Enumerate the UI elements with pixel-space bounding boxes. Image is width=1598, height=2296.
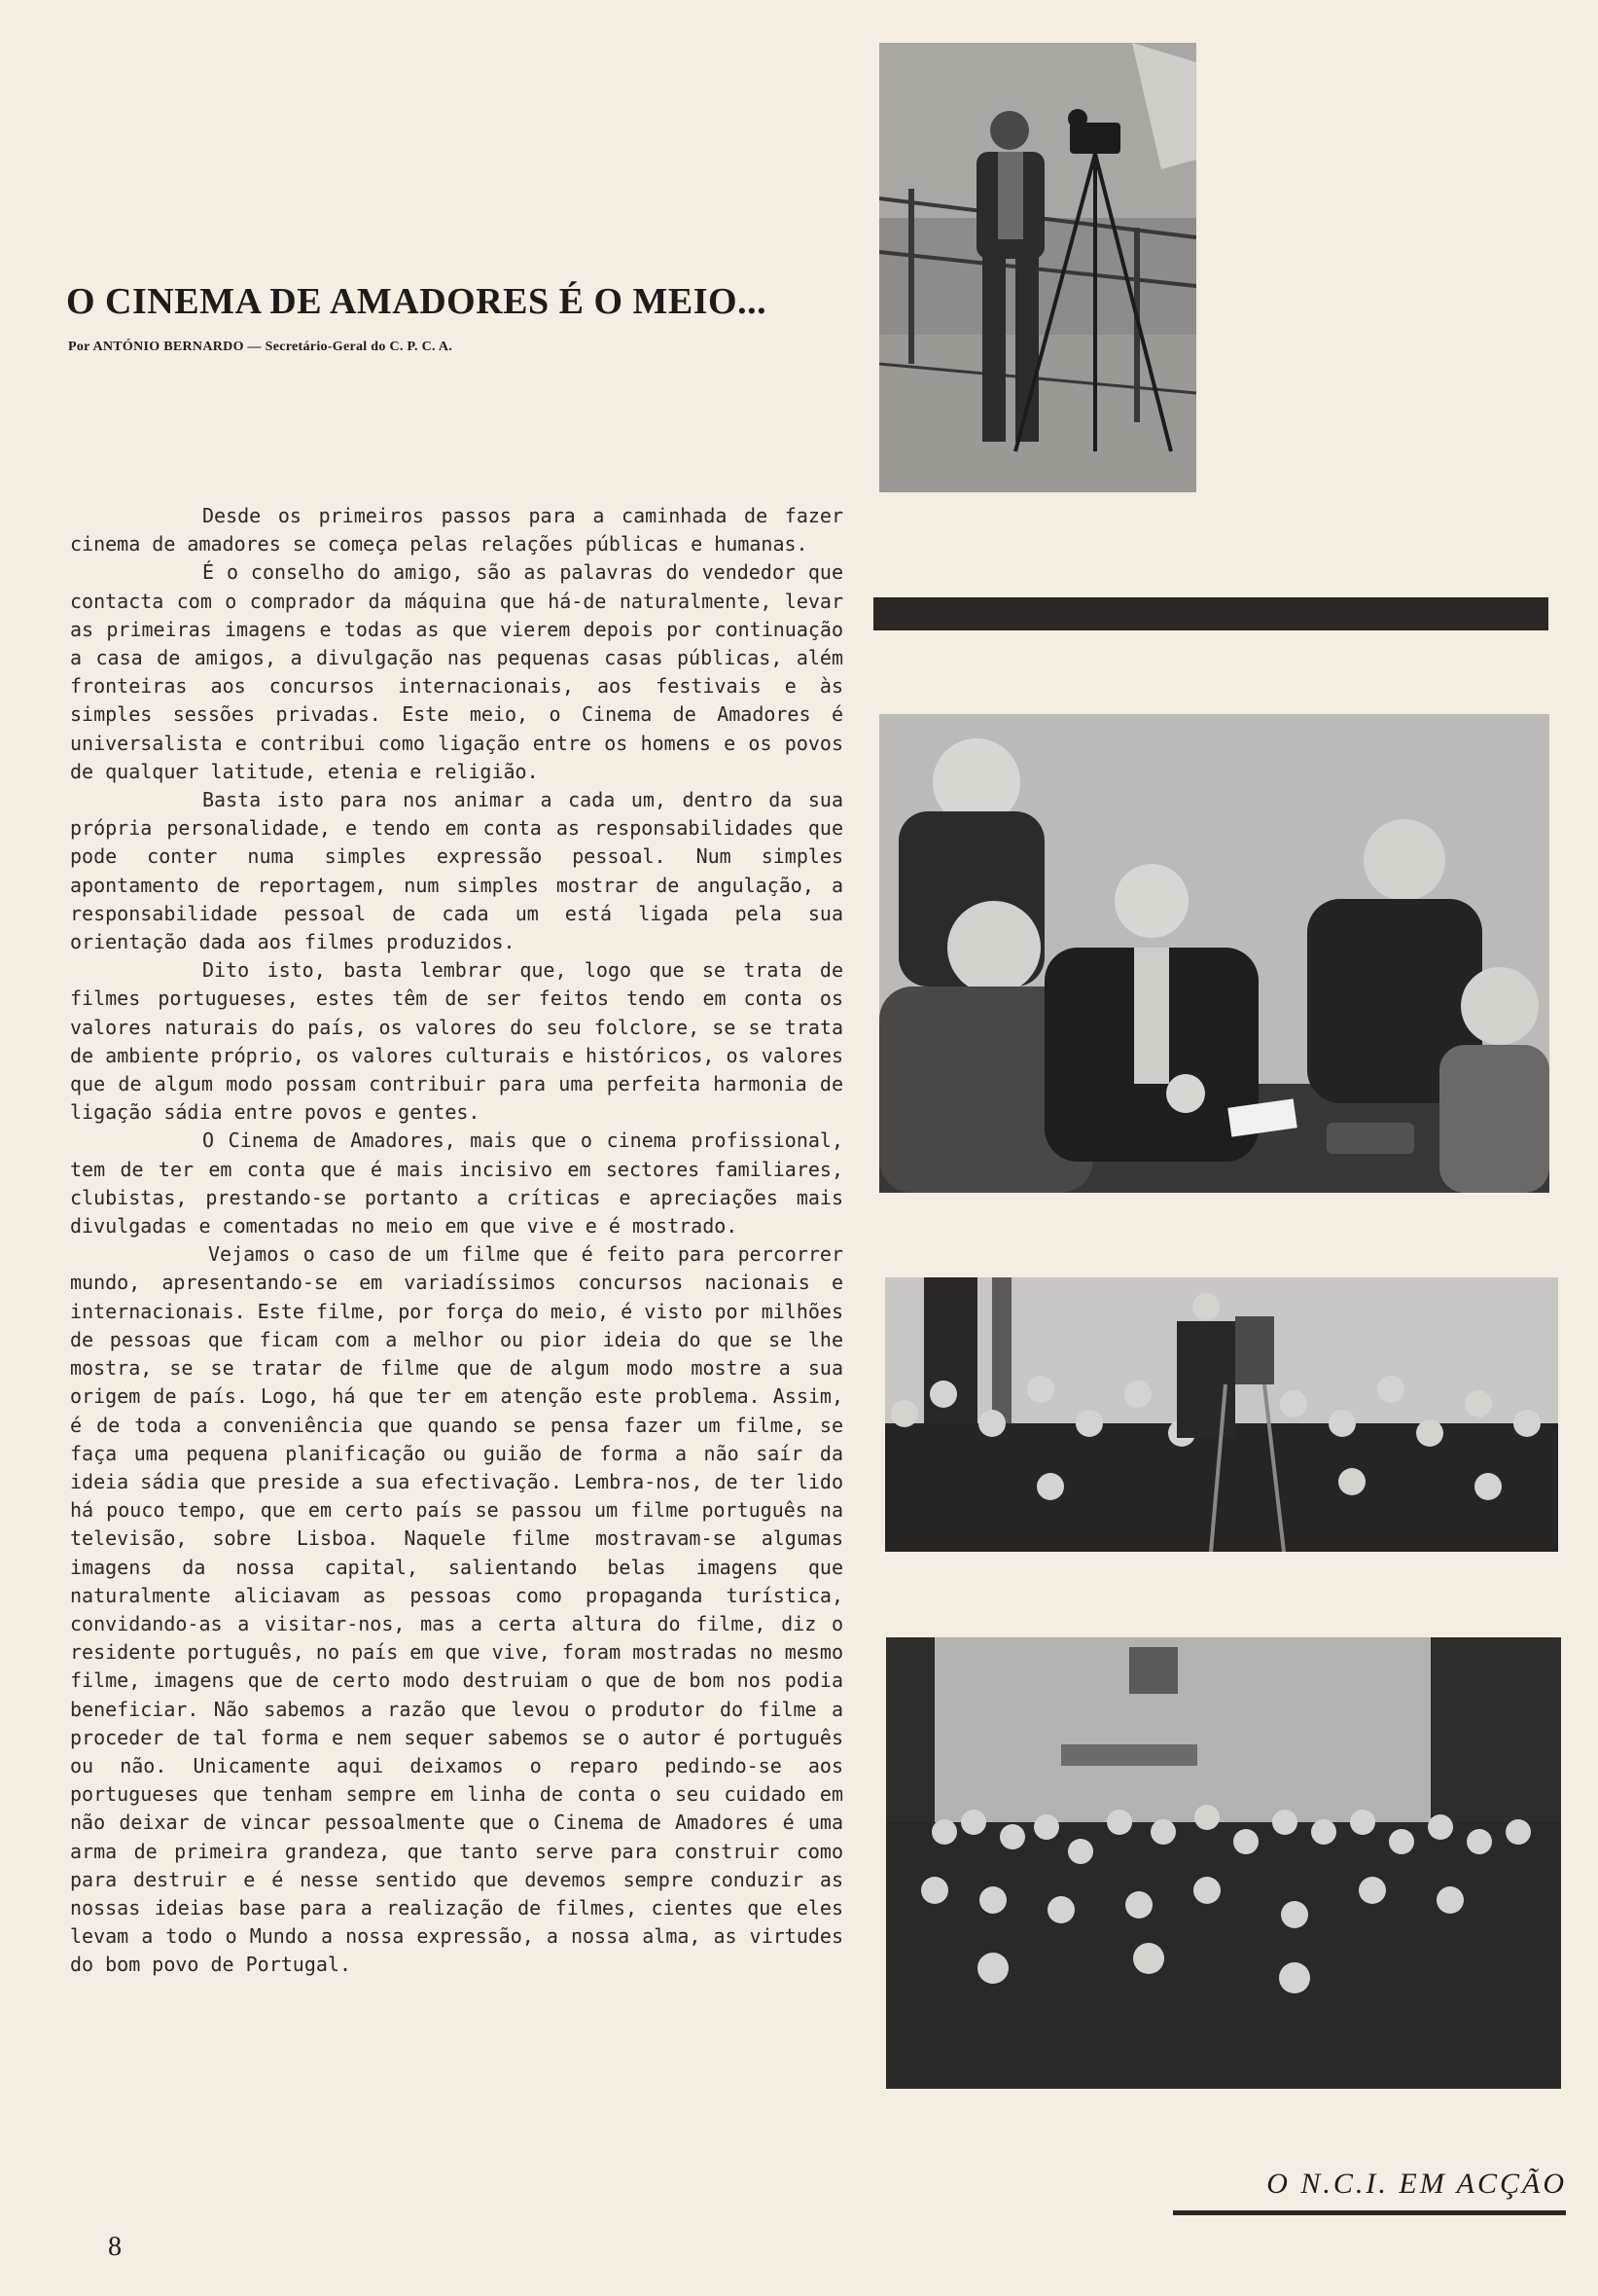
photo-cameraman (879, 43, 1196, 492)
photo-seated-audience (886, 1637, 1561, 2089)
caption-underline (1173, 2210, 1566, 2215)
article-byline: Por ANTÓNIO BERNARDO — Secretário-Geral do C. P. C. A. (68, 340, 453, 354)
paragraph-4: Dito isto, basta lembrar que, logo que se trata de filmes portugueses, estes têm de ser feitos tendo em conta os valores naturais do país, os valores do seu folclore, se se trata de ambiente próprio, os valores culturais e históricos, os valores que de algum modo possam contribuir para uma perfeita harmonia de ligação sádia entre povos e gentes. (70, 958, 843, 1125)
paragraph-2: É o conselho do amigo, são as palavras do vendedor que contacta com o comprador da máquina que há-de naturalmente, levar as primeiras imagens e todas as que vierem depois por continuação a casa de amigos, a divulgação nas pequenas casas públicas, além fronteiras aos concursos internacionais, aos festivais e às simples sessões privadas. Este meio, o Cinema de Amadores é universalista e contribui como ligação entre os homens e os povos de qualquer latitude, etenia e religião. (70, 560, 843, 783)
photo-meeting-table (879, 714, 1549, 1193)
photo-projection-audience (885, 1277, 1558, 1552)
paragraph-3: Basta isto para nos animar a cada um, dentro da sua própria personalidade, e tendo em conta as responsabilidades que pode conter numa simples expressão pessoal. Num simples apontamento de reportagem, num simples mostrar de angulação, a responsabilidade pessoal de cada um está ligada pela sua orientação dada aos filmes produzidos. (70, 788, 843, 954)
paragraph-5: O Cinema de Amadores, mais que o cinema profissional, tem de ter em conta que é mais incisivo em sectores familiares, clubistas, prestando-se portanto a críticas e apreciações mais divulgadas e comentadas no meio em que vive e é mostrado. (70, 1129, 843, 1238)
photo-caption: O N.C.I. EM ACÇÃO (1266, 2168, 1567, 2200)
paragraph-1: Desde os primeiros passos para a caminhada de fazer cinema de amadores se começa pelas relações públicas e humanas. (70, 504, 843, 556)
article-body (70, 502, 843, 1980)
paragraph-6: Vejamos o caso de um filme que é feito para percorrer mundo, apresentando-se em variadíssimos concursos nacionais e internacionais. Este filme, por força do meio, é visto por milhões de pessoas que ficam com a melhor ou pior ideia do que se lhe mostra, se se tratar de filme que de algum modo mostre a sua origem de país. Logo, há que ter em atenção este problema. Assim, é de toda a conveniência que quando se pensa fazer um filme, se faça uma pequena planificação ou guião de forma a não saír da ideia sádia que preside a sua efectivação. Lembra-nos, de ter lido há pouco tempo, que em certo país se passou um filme português na televisão, sobre Lisboa. Naquele filme mostravam-se algumas imagens da nossa capital, salientando belas imagens que naturalmente aliciavam as pessoas como propaganda turística, convidando-as a visitar-nos, mas a certa altura do filme, diz o residente português, no país em que vive, foram mostradas no mesmo filme, imagens que de certo modo destruiam o que de bom nos podia beneficiar. Não sabemos a razão que levou o produtor do filme a proceder de tal forma e nem sequer sabemos se o autor é português ou não. Unicamente aqui deixamos o reparo pedindo-se aos portugueses que tenham sempre em linha de conta o seu cuidado em não deixar de vincar pessoalmente que o Cinema de Amadores é uma arma de primeira grandeza, que tanto serve para construir como para destruir e é nesse sentido que devemos sempre conduzir as nossas ideias base para a realização de filmes, cientes que eles levam a todo o Mundo a nossa expressão, a nossa alma, as virtudes do bom povo de Portugal. (70, 1242, 843, 1977)
page-number: 8 (108, 2232, 122, 2262)
article-title: O CINEMA DE AMADORES É O MEIO... (66, 281, 767, 322)
decorative-bar (873, 597, 1548, 630)
